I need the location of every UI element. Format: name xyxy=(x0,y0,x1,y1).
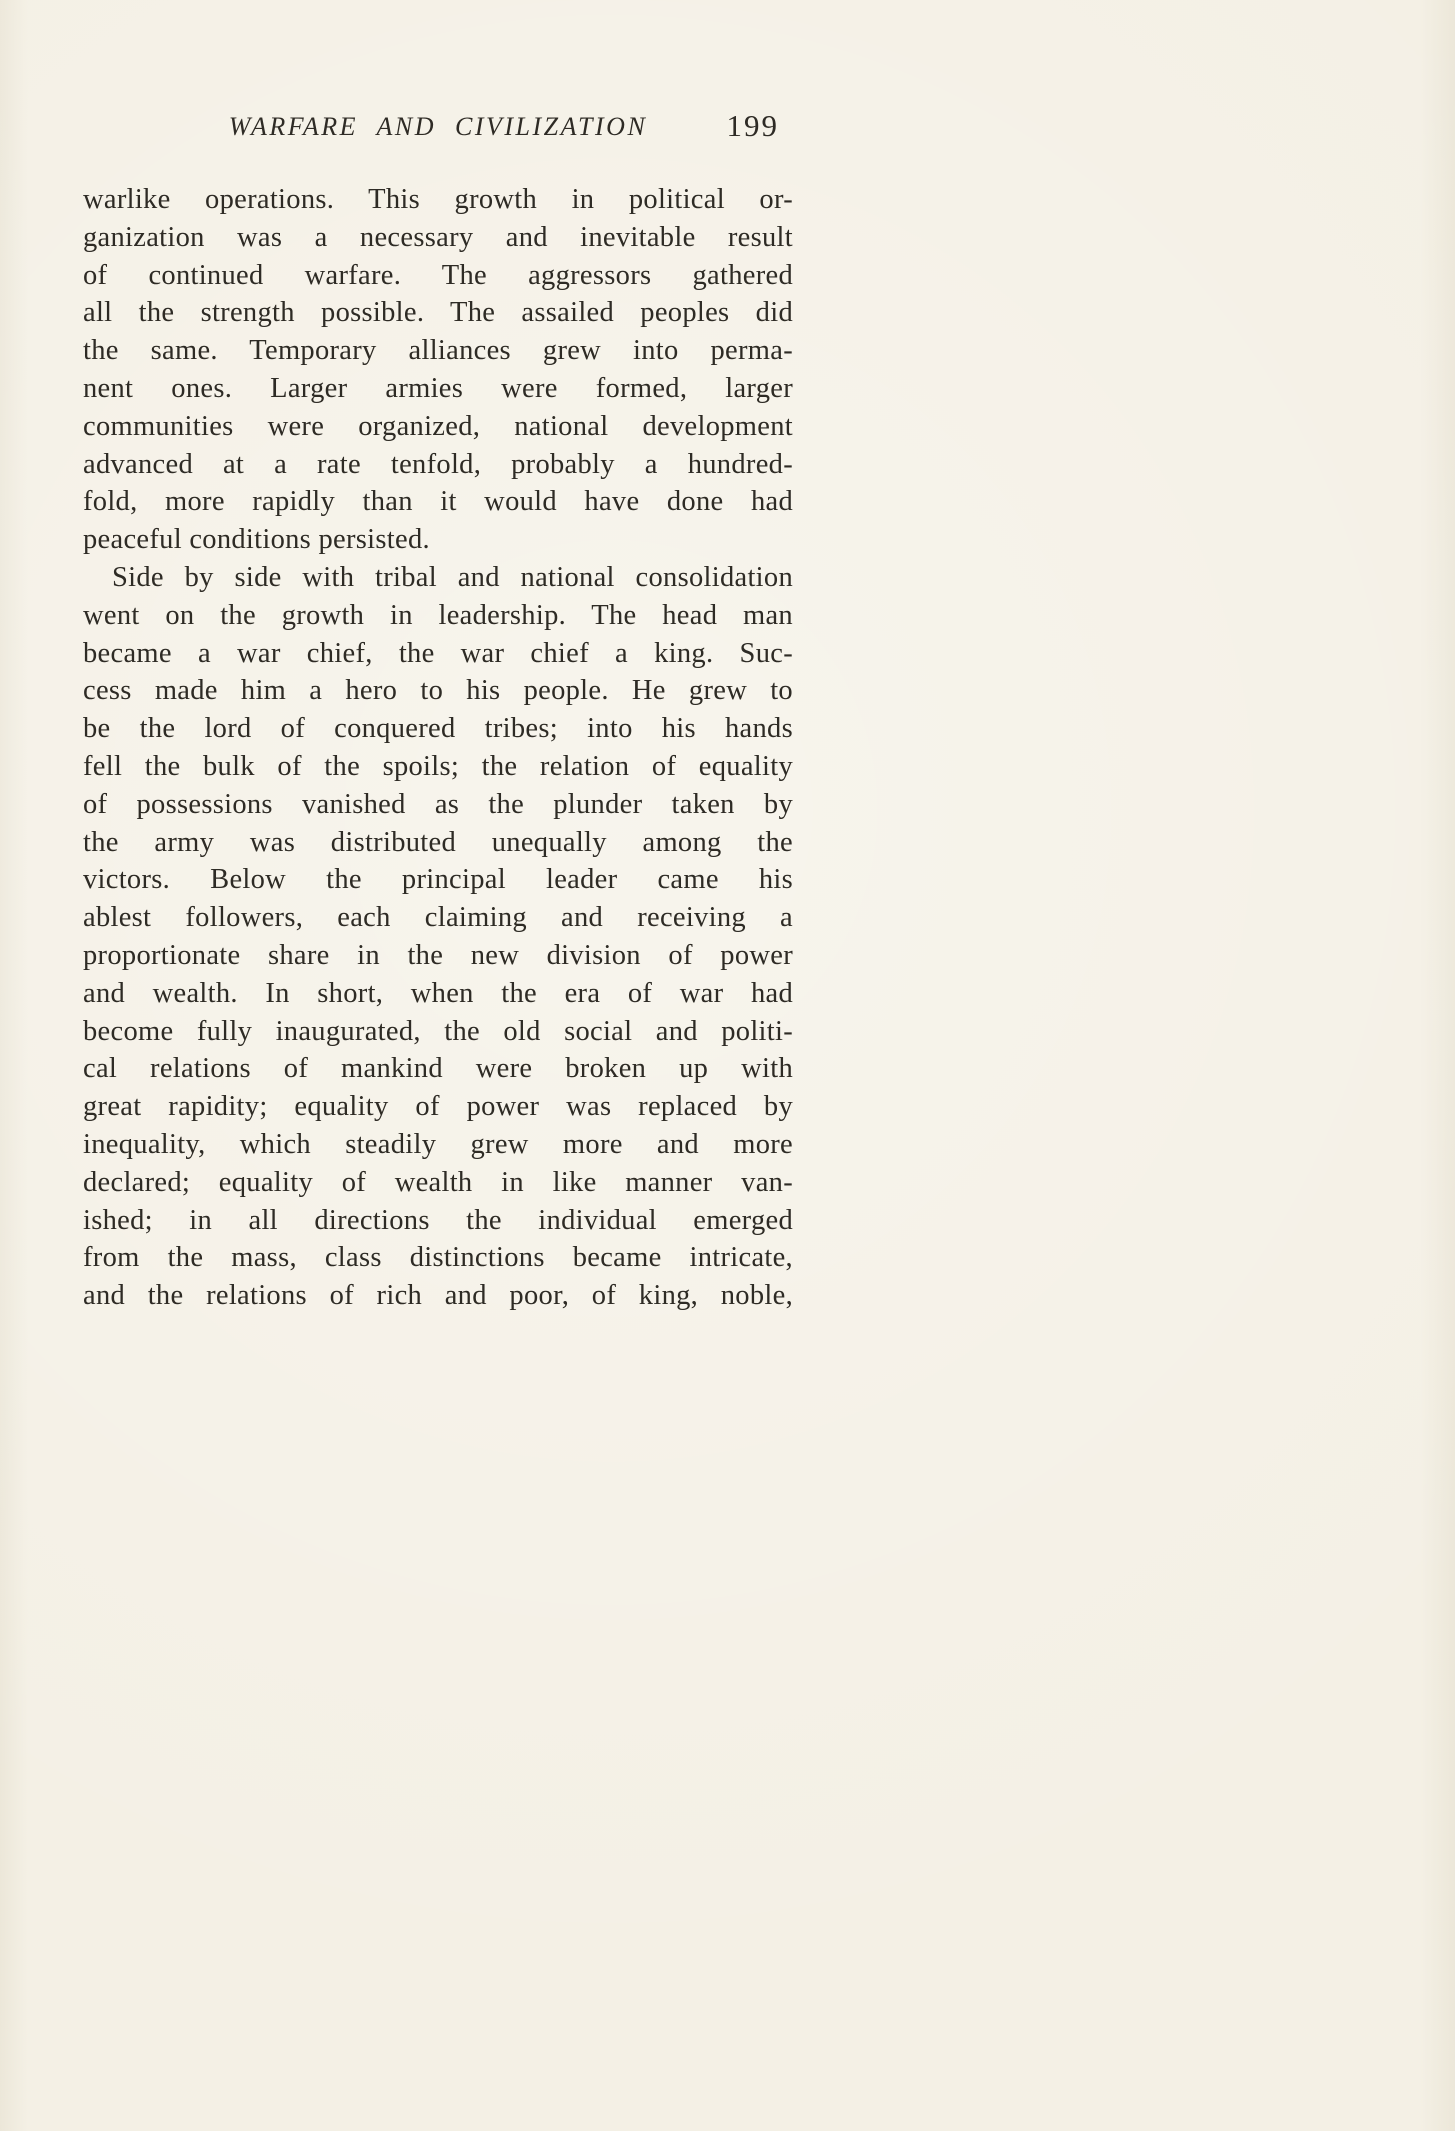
text-line: inequality, which steadily grew more and more xyxy=(83,1128,793,1160)
text-line: all the strength possible. The assailed peoples did xyxy=(83,297,793,329)
text-line: and the relations of rich and poor, of king, noble, xyxy=(83,1280,793,1312)
text-line: advanced at a rate tenfold, probably a hundred- xyxy=(83,448,793,480)
text-line: and wealth. In short, when the era of war had xyxy=(83,977,793,1009)
text-line: communities were organized, national development xyxy=(83,410,793,442)
body-text xyxy=(83,181,793,1315)
text-line: declared; equality of wealth in like manner van- xyxy=(83,1166,793,1198)
text-line: from the mass, class distinctions became intricate, xyxy=(83,1242,793,1274)
text-line: victors. Below the principal leader came his xyxy=(83,864,793,896)
text-line: become fully inaugurated, the old social and politi- xyxy=(83,1015,793,1047)
text-line: warlike operations. This growth in political or- xyxy=(83,184,793,215)
text-line: ablest followers, each claiming and receiving a xyxy=(83,902,793,934)
running-head: WARFARE AND CIVILIZATION xyxy=(228,112,648,141)
text-line: ganization was a necessary and inevitable result xyxy=(83,221,793,253)
text-line: cal relations of mankind were broken up with xyxy=(83,1053,793,1085)
text-line: fold, more rapidly than it would have done had xyxy=(83,486,793,518)
text-line: fell the bulk of the spoils; the relation of equality xyxy=(83,750,793,782)
text-line: proportionate share in the new division of power xyxy=(83,939,793,971)
text-line: the army was distributed unequally among the xyxy=(83,826,793,858)
text-line: be the lord of conquered tribes; into his hands xyxy=(83,713,793,745)
text-line: of continued warfare. The aggressors gathered xyxy=(83,259,793,291)
page-number: 199 xyxy=(726,108,779,143)
paragraph xyxy=(83,181,793,559)
text-line: great rapidity; equality of power was replaced by xyxy=(83,1091,793,1123)
text-line: cess made him a hero to his people. He grew to xyxy=(83,675,793,707)
text-line: of possessions vanished as the plunder taken by xyxy=(83,788,793,820)
text-line: Side by side with tribal and national consolidation xyxy=(112,561,793,593)
text-line: went on the growth in leadership. The head man xyxy=(83,599,793,631)
text-line: the same. Temporary alliances grew into perma- xyxy=(83,335,793,367)
text-line: ished; in all directions the individual emerged xyxy=(83,1204,793,1236)
text-line: nent ones. Larger armies were formed, larger xyxy=(83,372,793,404)
paragraph xyxy=(83,559,793,1315)
text-line: peaceful conditions persisted. xyxy=(83,524,430,556)
text-line: became a war chief, the war chief a king. Suc- xyxy=(83,637,793,669)
page-header xyxy=(83,108,793,156)
